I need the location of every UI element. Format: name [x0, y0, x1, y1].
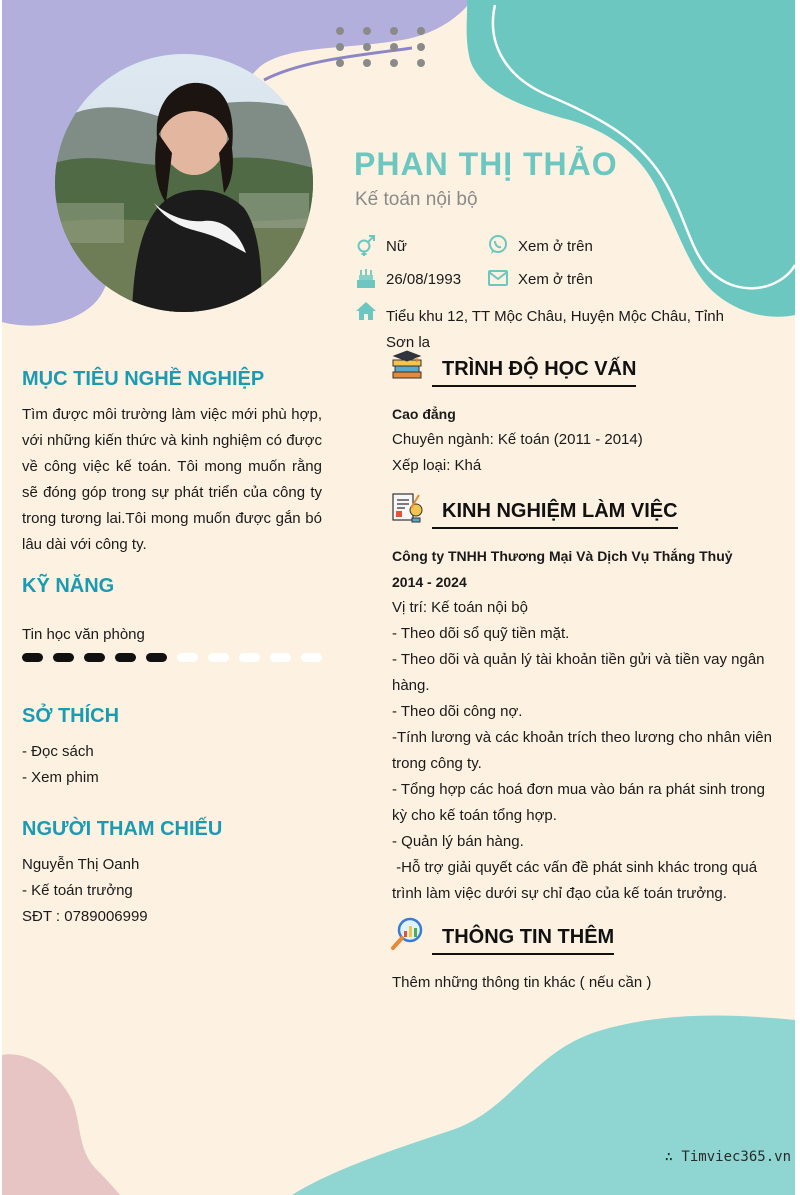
experience-company: Công ty TNHH Thương Mại Và Dịch Vụ Thắng Thuỷ: [392, 548, 733, 564]
skill-dot-filled: [22, 653, 43, 662]
skill-dot-empty: [239, 653, 260, 662]
objective-line: với những kiến thức và kinh nghiệm có được: [22, 432, 322, 449]
skill-dot-empty: [177, 653, 198, 662]
experience-line: - Quản lý bán hàng.: [392, 833, 524, 850]
home-icon: [355, 300, 377, 322]
additional-heading: [432, 926, 614, 955]
experience-line: - Theo dõi công nợ.: [392, 703, 523, 720]
experience-line: hàng.: [392, 677, 430, 694]
job-title: Kế toán nội bộ: [355, 189, 478, 210]
birthday-value: 26/08/1993: [386, 271, 462, 288]
skill-dot-empty: [270, 653, 291, 662]
hobby-item: - Xem phim: [22, 769, 99, 786]
experience-line: kỳ cho kế toán tổng hợp.: [392, 807, 557, 824]
skill-dot-filled: [146, 653, 167, 662]
hobby-item: - Đọc sách: [22, 743, 94, 760]
phone-value: Xem ở trên: [518, 238, 593, 255]
experience-line: - Theo dõi và quản lý tài khoản tiền gửi và tiền vay ngân: [392, 651, 765, 668]
skill-dot-empty: [301, 653, 322, 662]
hobbies-heading: SỞ THÍCH: [22, 705, 120, 727]
pink-blob: [2, 1054, 120, 1195]
brand-watermark: ∴ Timviec365.vn: [664, 1149, 791, 1165]
additional-text: Thêm những thông tin khác ( nếu cần ): [392, 974, 652, 991]
gender-icon: [355, 234, 377, 256]
email-value: Xem ở trên: [518, 271, 593, 288]
cv-page: [2, 0, 795, 1195]
experience-line: - Theo dõi sổ quỹ tiền mặt.: [392, 625, 570, 642]
references-heading: NGƯỜI THAM CHIẾU: [22, 818, 223, 840]
teal-bottom-blob: [292, 1016, 795, 1195]
skills-heading: KỸ NĂNG: [22, 575, 115, 597]
address-line-2: Sơn la: [386, 334, 431, 351]
email-icon: [487, 267, 509, 289]
birthday-cake-icon: [355, 267, 377, 289]
address-line-1: Tiểu khu 12, TT Mộc Châu, Huyện Mộc Châu, Tỉnh: [386, 308, 724, 325]
experience-line: -Hỗ trợ giải quyết các vấn đề phát sinh khác trong quá: [392, 859, 758, 876]
objective-line: lâu dài với công ty.: [22, 536, 147, 553]
reference-line: Nguyễn Thị Oanh: [22, 856, 140, 873]
skill-dot-empty: [208, 653, 229, 662]
education-details: [392, 401, 643, 479]
reference-line: - Kế toán trưởng: [22, 882, 133, 899]
experience-line: Vị trí: Kế toán nội bộ: [392, 599, 528, 616]
skill-dot-filled: [115, 653, 136, 662]
skill-level-bar: [22, 649, 332, 659]
skill-name: Tin học văn phòng: [22, 626, 145, 643]
magnifier-chart-icon: [390, 917, 424, 951]
education-major: Chuyên ngành: Kế toán (2011 - 2014): [392, 431, 643, 448]
experience-line: -Tính lương và các khoản trích theo lương cho nhân viên: [392, 729, 772, 746]
experience-details: [392, 543, 772, 907]
experience-line: - Tổng hợp các hoá đơn mua vào bán ra phát sinh trong: [392, 781, 765, 798]
graduation-books-icon: [390, 350, 424, 382]
experience-heading: [432, 500, 678, 529]
objective-line: trong tương lai.Tôi mong muốn được gắn bó: [22, 510, 322, 527]
experience-heading-text: KINH NGHIỆM LÀM VIỆC: [442, 500, 678, 522]
profile-photo: [54, 53, 314, 313]
gender-value: Nữ: [386, 238, 407, 255]
skill-dot-filled: [84, 653, 105, 662]
objective-text: [22, 402, 322, 558]
education-heading: [432, 358, 636, 387]
objective-line: về công việc kế toán. Tôi mong muốn rằng: [22, 458, 322, 475]
work-document-icon: [390, 492, 424, 524]
candidate-name: PHAN THỊ THẢO: [354, 146, 618, 182]
education-rank: Xếp loại: Khá: [392, 457, 482, 474]
hobbies-list: [22, 739, 99, 791]
education-heading-text: TRÌNH ĐỘ HỌC VẤN: [442, 358, 637, 380]
objective-line: Tìm được môi trường làm việc mới phù hợp,: [22, 406, 322, 423]
education-school: Cao đẳng: [392, 406, 456, 422]
experience-period: 2014 - 2024: [392, 574, 467, 590]
phone-icon: [487, 234, 509, 256]
experience-line: trong công ty.: [392, 755, 482, 772]
additional-heading-text: THÔNG TIN THÊM: [442, 926, 615, 948]
reference-line: SĐT : 0789006999: [22, 908, 148, 925]
address-value: [386, 304, 724, 356]
references-text: [22, 852, 148, 930]
objective-heading: MỤC TIÊU NGHỀ NGHIỆP: [22, 368, 265, 390]
objective-line: sẽ đóng góp trong sự phát triển của công ty: [22, 484, 322, 501]
skill-dot-filled: [53, 653, 74, 662]
experience-line: trình làm việc dưới sự chỉ đạo của kế toán trưởng.: [392, 885, 727, 902]
